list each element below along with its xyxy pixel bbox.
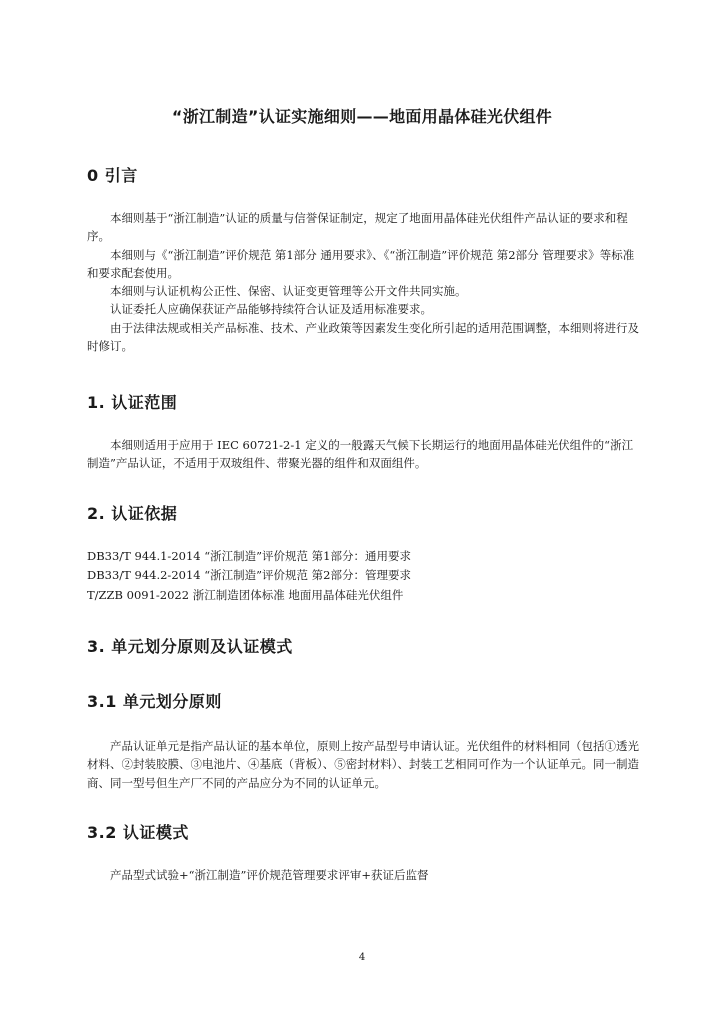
intro-paragraph: 认证委托人应确保获证产品能够持续符合认证及适用标准要求。 — [110, 302, 432, 317]
section-heading-scope: 1. 认证范围 — [87, 393, 178, 412]
intro-paragraph: 本细则与《“浙江制造”评价规范 第1部分 通用要求》、《“浙江制造”评价规范 第2部分 管理要求》等标准和要求配套使用。 — [87, 247, 635, 280]
cert-mode-body — [87, 866, 639, 884]
document-title: “浙江制造”认证实施细则——地面用晶体硅光伏组件 — [171, 107, 553, 126]
subsection-heading-cert-mode: 3.2 认证模式 — [87, 823, 189, 842]
intro-paragraph: 本细则基于“浙江制造”认证的质量与信誉保证制定，规定了地面用晶体硅光伏组件产品认证的要求和程序。 — [87, 211, 628, 244]
section-heading-units: 3. 单元划分原则及认证模式 — [87, 637, 293, 656]
scope-body — [87, 436, 639, 473]
reference-list — [87, 547, 647, 605]
scope-paragraph: 本细则适用于应用于 IEC 60721-2-1 定义的一般露天气候下长期运行的地面用晶体硅光伏组件的“浙江制造”产品认证，不适用于双玻组件、带聚光器的组件和双面组件。 — [87, 438, 634, 471]
page-number: 4 — [358, 952, 366, 963]
intro-paragraph: 由于法律法规或相关产品标准、技术、产业政策等因素发生变化所引起的适用范围调整，本细则将进行及时修订。 — [87, 320, 639, 354]
reference-item: DB33/T 944.2-2014 “浙江制造”评价规范 第2部分：管理要求 — [87, 568, 411, 583]
section-heading-basis: 2. 认证依据 — [87, 504, 178, 523]
reference-item: T/ZZB 0091-2022 浙江制造团体标准 地面用晶体硅光伏组件 — [87, 587, 404, 602]
cert-mode-paragraph: 产品型式试验+“浙江制造”评价规范管理要求评审+获证后监督 — [110, 868, 429, 882]
reference-item: DB33/T 944.1-2014 “浙江制造”评价规范 第1部分：通用要求 — [87, 549, 411, 563]
section-heading-intro: 0 引言 — [87, 166, 138, 185]
unit-principle-paragraph: 产品认证单元是指产品认证的基本单位，原则上按产品型号申请认证。光伏组件的材料相同（包括①透光材料、②封装胶膜、③电池片、④基底（背板）、⑤密封材料）、封装工艺相同可作为一个认证单元。同一制造商、同一型号但生产厂不同的产品应分为不同的认证单元。 — [87, 739, 639, 790]
subsection-heading-unit-principle: 3.1 单元划分原则 — [87, 692, 222, 711]
intro-body — [87, 209, 639, 355]
unit-principle-body — [87, 737, 639, 792]
intro-paragraph: 本细则与认证机构公正性、保密、认证变更管理等公开文件共同实施。 — [110, 284, 467, 299]
